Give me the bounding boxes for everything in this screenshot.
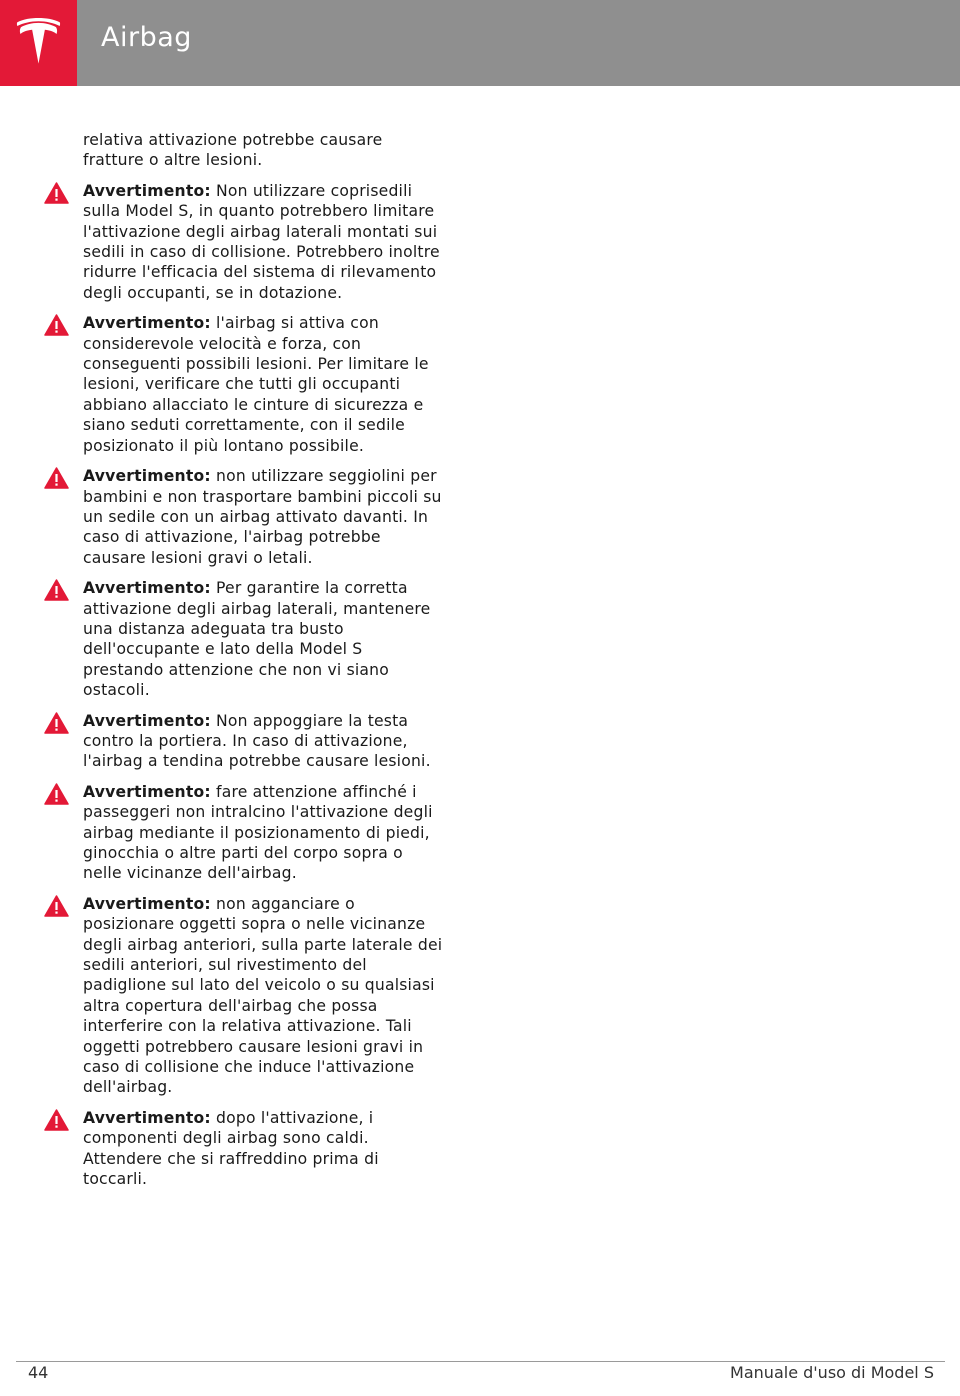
warning-text: l'airbag si attiva con considerevole velocità e forza, con conseguenti possibili lesioni. Per limitare le lesioni, verificare che tutti gli occupanti abbiano allacciato le cinture di sicurezza e siano seduti correttamente, con il sedile posizionato il più lontano possibile. bbox=[83, 314, 429, 455]
warning-triangle-icon bbox=[44, 314, 69, 336]
tesla-logo-box bbox=[0, 0, 77, 86]
warning-text: dopo l'attivazione, i componenti degli airbag sono caldi. Attendere che si raffreddino prima di toccarli. bbox=[83, 1108, 379, 1189]
tesla-logo-icon bbox=[12, 17, 65, 70]
warning-label: Avvertimento: bbox=[83, 314, 211, 333]
warning-triangle-icon bbox=[44, 895, 69, 917]
page-header bbox=[0, 0, 960, 86]
warning-triangle-icon bbox=[44, 579, 69, 601]
warning-item bbox=[44, 578, 444, 700]
footer-divider bbox=[16, 1361, 945, 1362]
warning-label: Avvertimento: bbox=[83, 711, 211, 730]
warning-label: Avvertimento: bbox=[83, 782, 211, 801]
warning-item bbox=[44, 782, 444, 884]
warning-label: Avvertimento: bbox=[83, 894, 211, 913]
page-number: 44 bbox=[28, 1363, 49, 1382]
document-body bbox=[44, 130, 444, 1200]
warning-text: non utilizzare seggiolini per bambini e non trasportare bambini piccoli su un sedile con un airbag attivato davanti. In caso di attivazione, l'airbag potrebbe causare lesioni gravi o letali. bbox=[83, 467, 442, 567]
warning-label: Avvertimento: bbox=[83, 1108, 211, 1127]
warning-item bbox=[44, 181, 444, 303]
warnings-list bbox=[44, 181, 444, 1190]
warning-item bbox=[44, 711, 444, 772]
warning-item bbox=[44, 894, 444, 1098]
warning-label: Avvertimento: bbox=[83, 579, 211, 598]
warning-text: Non utilizzare coprisedili sulla Model S, in quanto potrebbero limitare l'attivazione degli airbag laterali montati sui sedili in caso di collisione. Potrebbero inoltre ridurre l'efficacia del sistema di rilevamento degli occupanti, se in dotazione. bbox=[83, 181, 440, 302]
warning-triangle-icon bbox=[44, 1109, 69, 1131]
warning-label: Avvertimento: bbox=[83, 467, 211, 486]
warning-item bbox=[44, 466, 444, 568]
intro-paragraph: relativa attivazione potrebbe causare fratture o altre lesioni. bbox=[83, 131, 383, 170]
warning-text: Per garantire la corretta attivazione degli airbag laterali, mantenere una distanza adeguata tra busto dell'occupante e lato della Model S prestando attenzione che non vi siano ostacoli. bbox=[83, 579, 431, 700]
warning-item bbox=[44, 1108, 444, 1190]
warning-triangle-icon bbox=[44, 182, 69, 204]
page-title: Airbag bbox=[101, 22, 192, 53]
warning-item bbox=[44, 313, 444, 456]
warning-text: non agganciare o posizionare oggetti sopra o nelle vicinanze degli airbag anteriori, sulla parte laterale dei sedili anteriori, sul rivestimento del padiglione sul lato del veicolo o su qualsiasi altra copertura dell'airbag che possa interferire con la relativa attivazione. Tali oggetti potrebbero causare lesioni gravi in caso di collisione che induce l'attivazione dell'airbag. bbox=[83, 894, 443, 1097]
warning-text: Non appoggiare la testa contro la portiera. In caso di attivazione, l'airbag a tendina potrebbe causare lesioni. bbox=[83, 711, 431, 771]
warning-triangle-icon bbox=[44, 712, 69, 734]
warning-triangle-icon bbox=[44, 783, 69, 805]
warning-label: Avvertimento: bbox=[83, 181, 211, 200]
warning-text: fare attenzione affinché i passeggeri non intralcino l'attivazione degli airbag mediante il posizionamento di piedi, ginocchia o altre parti del corpo sopra o nelle vicinanze dell'airbag. bbox=[83, 782, 433, 883]
manual-title: Manuale d'uso di Model S bbox=[730, 1363, 934, 1382]
warning-triangle-icon bbox=[44, 467, 69, 489]
